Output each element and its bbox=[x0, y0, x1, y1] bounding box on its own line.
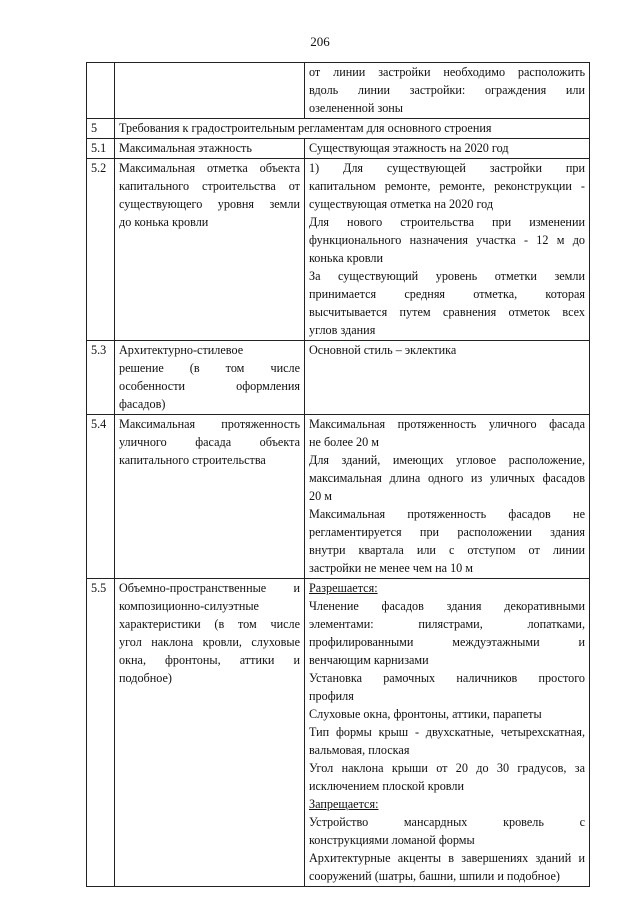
text-line: существующая отметка на 2020 год bbox=[309, 197, 494, 211]
text-line: сооружений (шатры, башни, шпили и подобное) bbox=[309, 869, 560, 883]
parameter-cell bbox=[115, 63, 305, 119]
table-row-section-5 bbox=[87, 119, 590, 139]
row-number: 5.4 bbox=[87, 415, 115, 579]
row-number: 5.3 bbox=[87, 341, 115, 415]
row-number: 5.1 bbox=[87, 139, 115, 159]
text-line: Максимальная протяженность фасадов не bbox=[309, 507, 585, 521]
text-line: уличного фасада объекта bbox=[119, 435, 300, 449]
value-cell: Существующая этажность на 2020 год bbox=[305, 139, 590, 159]
text-line: максимальная длина одного из уличных фасадов bbox=[309, 471, 585, 485]
text-line: За существующий уровень отметки земли bbox=[309, 269, 585, 283]
row-number-cell bbox=[87, 63, 115, 119]
parameter-cell bbox=[115, 579, 305, 887]
text-line: характеристики (в том числе bbox=[119, 617, 300, 631]
text-line: Максимальная протяженность уличного фасада bbox=[309, 417, 585, 431]
value-cell: Основной стиль – эклектика bbox=[305, 341, 590, 415]
text-line: Для нового строительства при изменении bbox=[309, 215, 585, 229]
text-line: внутри квартала или с отступом от линии bbox=[309, 543, 585, 557]
text-line: композиционно-силуэтные bbox=[119, 599, 259, 613]
text-line: до конька кровли bbox=[119, 215, 209, 229]
table-row-5-5 bbox=[87, 579, 590, 887]
allowed-heading: Разрешается: bbox=[309, 581, 378, 595]
text-line: Архитектурные акценты в завершениях зданий и bbox=[309, 851, 585, 865]
forbidden-heading: Запрещается: bbox=[309, 797, 379, 811]
text-line: застройки не менее чем на 10 м bbox=[309, 561, 474, 575]
text-line: профилированными междуэтажными и bbox=[309, 635, 585, 649]
text-line: регламентируется при расположении здания bbox=[309, 525, 585, 539]
row-number: 5.5 bbox=[87, 579, 115, 887]
text-line: Членение фасадов здания декоративными bbox=[309, 599, 585, 613]
text-line: 20 м bbox=[309, 489, 332, 503]
text-line: принимается средняя отметка, которая bbox=[309, 287, 585, 301]
table-row-continuation bbox=[87, 63, 590, 119]
section-title: Требования к градостроительным регламентам для основного строения bbox=[115, 119, 590, 139]
text-line: Угол наклона крыши от 20 до 30 градусов, за bbox=[309, 761, 585, 775]
text-line: угол наклона кровли, слуховые bbox=[119, 635, 300, 649]
text-line: от линии застройки необходимо расположить bbox=[309, 65, 585, 79]
text-line: подобное) bbox=[119, 671, 172, 685]
text-line: Архитектурно-стилевое bbox=[119, 343, 244, 357]
text-line: окна, фронтоны, аттики и bbox=[119, 653, 300, 667]
text-line: вдоль линии застройки: ограждения или bbox=[309, 83, 585, 97]
text-line: конька кровли bbox=[309, 251, 383, 265]
text-line: капитального строительства bbox=[119, 453, 266, 467]
table-row-5-3 bbox=[87, 341, 590, 415]
text-line: существующего уровня земли bbox=[119, 197, 300, 211]
text-line: 1) Для существующей застройки при bbox=[309, 161, 585, 175]
table-row-5-4 bbox=[87, 415, 590, 579]
regulations-table bbox=[86, 62, 590, 887]
parameter-cell bbox=[115, 159, 305, 341]
text-line: конструкциями ломаной формы bbox=[309, 833, 475, 847]
text-line: элементами: пилястрами, лопатками, bbox=[309, 617, 585, 631]
text-line: особенности оформления bbox=[119, 379, 300, 393]
text-line: Тип формы крыш - двухскатные, четырехскатная, bbox=[309, 725, 585, 739]
parameter-cell bbox=[115, 341, 305, 415]
text-line: Устройство мансардных кровель с bbox=[309, 815, 585, 829]
text-line: капитальном ремонте, ремонте, реконструкции - bbox=[309, 179, 585, 193]
text-line: углов здания bbox=[309, 323, 376, 337]
text-line: функционального назначения участка - 12 м до bbox=[309, 233, 585, 247]
table-row-5-1 bbox=[87, 139, 590, 159]
row-number: 5.2 bbox=[87, 159, 115, 341]
text-line: исключением плоской кровли bbox=[309, 779, 465, 793]
text-line: высчитывается путем сравнения отметок всех bbox=[309, 305, 585, 319]
text-line: фасадов) bbox=[119, 397, 166, 411]
parameter-cell bbox=[115, 415, 305, 579]
value-cell bbox=[305, 415, 590, 579]
text-line: Слуховые окна, фронтоны, аттики, парапеты bbox=[309, 707, 542, 721]
text-line: Объемно-пространственные и bbox=[119, 581, 300, 595]
text-line: озелененной зоны bbox=[309, 101, 403, 115]
text-line: Установка рамочных наличников простого bbox=[309, 671, 585, 685]
text-line: капитального строительства от bbox=[119, 179, 300, 193]
page-number: 206 bbox=[310, 34, 330, 49]
parameter-cell: Максимальная этажность bbox=[115, 139, 305, 159]
text-line: вальмовая, плоская bbox=[309, 743, 410, 757]
text-line: Максимальная отметка объекта bbox=[119, 161, 300, 175]
text-line: решение (в том числе bbox=[119, 361, 300, 375]
text-line: венчающим карнизами bbox=[309, 653, 429, 667]
row-number: 5 bbox=[87, 119, 115, 139]
text-line: профиля bbox=[309, 689, 354, 703]
table-row-5-2 bbox=[87, 159, 590, 341]
value-cell bbox=[305, 579, 590, 887]
text-line: Для зданий, имеющих угловое расположение, bbox=[309, 453, 585, 467]
text-line: Максимальная протяженность bbox=[119, 417, 300, 431]
text-line: не более 20 м bbox=[309, 435, 380, 449]
value-cell bbox=[305, 159, 590, 341]
value-cell bbox=[305, 63, 590, 119]
